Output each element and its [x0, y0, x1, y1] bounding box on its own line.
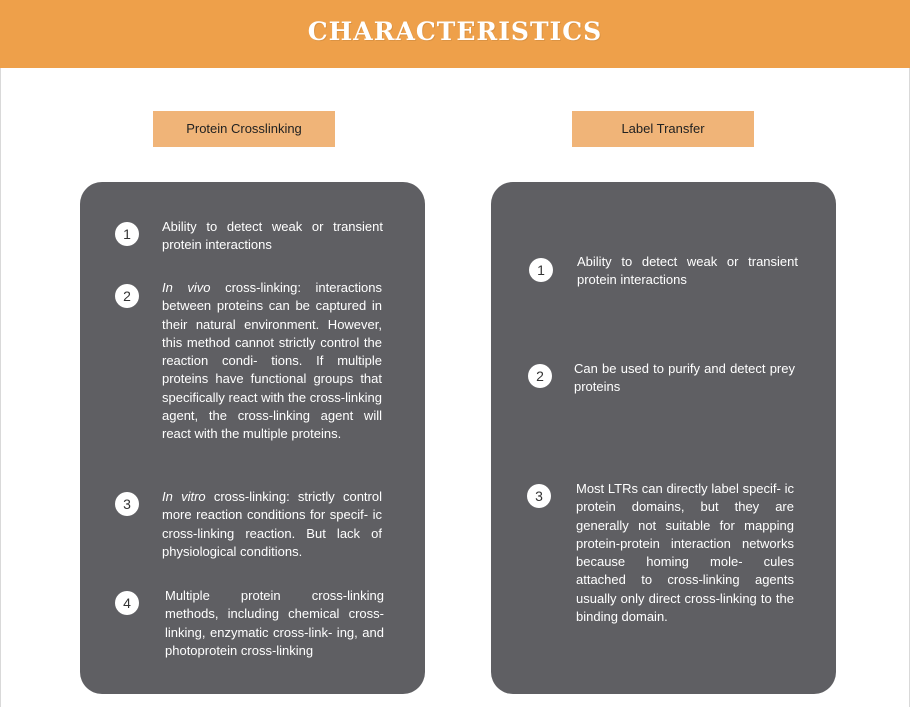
number-badge: 2 [528, 364, 552, 388]
column-label-label-transfer: Label Transfer [572, 111, 754, 147]
number-badge: 1 [529, 258, 553, 282]
number-badge: 1 [115, 222, 139, 246]
item-text [162, 488, 382, 561]
item-text: Most LTRs can directly label specif- ic protein domains, but they are generally not suitable for mapping protein-protein interaction networks because homing mole- cules attached to cross-linking agents usually only direct cross-linking to the binding domain. [576, 481, 794, 625]
number-badge: 2 [115, 284, 139, 308]
item-text: Ability to detect weak or transient protein interactions [577, 254, 798, 288]
number-badge: 3 [527, 484, 551, 508]
number-badge: 4 [115, 591, 139, 615]
item-body: cross-linking: interactions between proteins can be captured in their natural environment. However, this method cannot strictly control the reaction condi- tions. If multiple proteins have functional groups that specifically react with the cross-linking agent, the cross-linking agent will react with the multiple proteins. [162, 280, 382, 442]
panel-protein-crosslinking [80, 182, 425, 694]
item-text: Multiple protein cross-linking methods, including chemical cross-linking, enzymatic cross-link- ing, and photoprotein cross-linking [165, 588, 384, 658]
item-lead: In vitro [162, 489, 206, 504]
item-text: Can be used to purify and detect prey proteins [574, 361, 795, 395]
column-label-protein-crosslinking: Protein Crosslinking [153, 111, 335, 147]
title-banner [0, 0, 910, 68]
panel-label-transfer [491, 182, 836, 694]
number-badge: 3 [115, 492, 139, 516]
item-text: Ability to detect weak or transient protein interactions [162, 219, 383, 253]
left-border [0, 68, 1, 707]
item-text [162, 279, 382, 444]
item-body: cross-linking: strictly control more reaction conditions for specif- ic cross-linking reaction. But lack of physiological conditions. [162, 489, 382, 559]
page-title: CHARACTERISTICS [307, 17, 603, 46]
item-lead: In vivo [162, 280, 211, 295]
